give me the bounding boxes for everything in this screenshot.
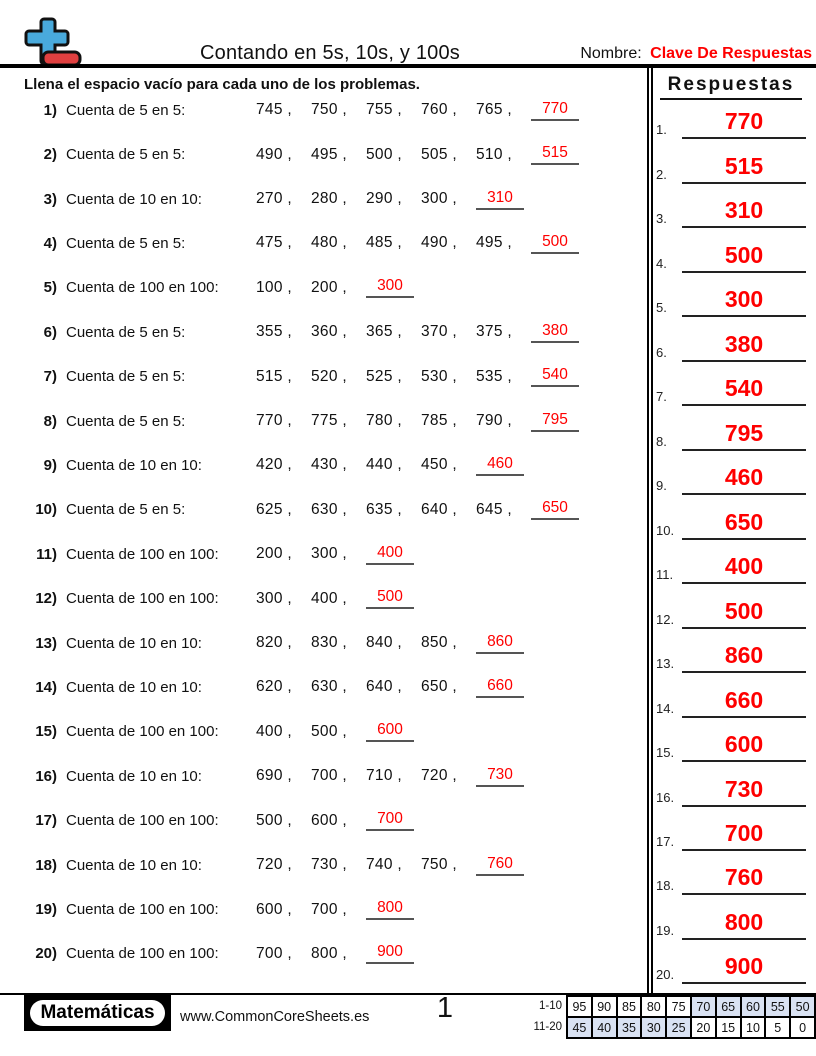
- answer-line: [682, 330, 806, 362]
- answer-line: [682, 110, 806, 139]
- sequence-value: 645 ,: [476, 500, 512, 518]
- answer-value: 800: [724, 908, 764, 935]
- problem-number: 20): [35, 945, 57, 963]
- sequence-value: 400 ,: [256, 722, 292, 740]
- sequence-value: 710 ,: [366, 767, 402, 785]
- score-cell: 0: [790, 1017, 815, 1038]
- sequence-value: 730 ,: [311, 856, 347, 874]
- score-cell: 75: [666, 996, 691, 1017]
- problem-number: 5): [43, 279, 57, 297]
- problem-number: 6): [43, 323, 57, 341]
- problem-number: 4): [43, 234, 57, 252]
- problem-row: [24, 132, 646, 176]
- score-range-labels: [505, 996, 562, 1038]
- problem-label: Cuenta de 100 en 100:: [66, 279, 219, 297]
- sequence-value: 775 ,: [311, 412, 347, 430]
- answer-number: 9.: [656, 478, 667, 494]
- answer-value: 500: [724, 597, 764, 624]
- sequence-value: 355 ,: [256, 323, 292, 341]
- sequence-value: 700 ,: [311, 900, 347, 918]
- problem-answer: 700: [366, 810, 414, 831]
- answer-row: [656, 940, 806, 984]
- answer-row: [656, 451, 806, 495]
- brand-label: Matemáticas: [30, 1000, 164, 1026]
- answer-value: 860: [724, 642, 764, 669]
- score-cell: 45: [567, 1017, 592, 1038]
- answer-row: [656, 629, 806, 673]
- answer-number: 16.: [656, 789, 675, 805]
- sequence-value: 760 ,: [421, 101, 457, 119]
- answer-line: [682, 555, 806, 584]
- answer-row: [656, 228, 806, 272]
- sequence-value: 515 ,: [256, 367, 292, 385]
- answer-line: [682, 955, 806, 984]
- problem-row: [24, 354, 646, 398]
- problem-label: Cuenta de 10 en 10:: [66, 678, 202, 696]
- problem-label: Cuenta de 5 en 5:: [66, 101, 186, 119]
- score-cell: 25: [666, 1017, 691, 1038]
- sequence-value: 690 ,: [256, 767, 292, 785]
- sequence-value: 840 ,: [366, 634, 402, 652]
- problem-row: [24, 754, 646, 798]
- answer-line: [682, 733, 806, 762]
- answer-number: 19.: [656, 922, 675, 938]
- problem-answer: 515: [531, 144, 579, 165]
- problem-row: [24, 88, 646, 132]
- score-row: [567, 1017, 815, 1038]
- problem-answer: 380: [531, 322, 579, 343]
- name-row: [580, 45, 812, 63]
- problem-row: [24, 399, 646, 443]
- problem-label: Cuenta de 100 en 100:: [66, 545, 219, 563]
- sequence-value: 500 ,: [366, 145, 402, 163]
- answer-row: [656, 540, 806, 584]
- score-cell: 20: [691, 1017, 716, 1038]
- problem-row: [24, 843, 646, 887]
- problem-answer: 500: [366, 588, 414, 609]
- problem-number: 3): [43, 190, 57, 208]
- sequence-value: 820 ,: [256, 634, 292, 652]
- problem-label: Cuenta de 5 en 5:: [66, 234, 186, 252]
- problem-answer: 760: [476, 855, 524, 876]
- sequence-value: 495 ,: [311, 145, 347, 163]
- score-cell: 60: [741, 996, 766, 1017]
- answer-number: 12.: [656, 611, 675, 627]
- answer-line: [682, 199, 806, 228]
- sequence-value: 100 ,: [256, 278, 292, 296]
- score-cell: 55: [765, 996, 790, 1017]
- problem-answer: 650: [531, 499, 579, 520]
- sequence-value: 440 ,: [366, 456, 402, 474]
- brand-badge: [24, 995, 171, 1031]
- answer-line: [682, 241, 806, 273]
- answer-number: 6.: [656, 344, 667, 360]
- sequence-value: 360 ,: [311, 323, 347, 341]
- answer-value: 770: [724, 108, 764, 135]
- problem-answer: 310: [476, 189, 524, 210]
- sequence-value: 740 ,: [366, 856, 402, 874]
- score-cell: 30: [641, 1017, 666, 1038]
- problem-number: 13): [35, 634, 57, 652]
- sequence-value: 510 ,: [476, 145, 512, 163]
- sequence-value: 625 ,: [256, 500, 292, 518]
- score-cell: 5: [765, 1017, 790, 1038]
- answer-line: [682, 644, 806, 673]
- sequence-value: 750 ,: [311, 101, 347, 119]
- score-cell: 50: [790, 996, 815, 1017]
- sequence-value: 300 ,: [256, 589, 292, 607]
- sequence-value: 800 ,: [311, 944, 347, 962]
- answer-line: [682, 466, 806, 495]
- sequence-value: 375 ,: [476, 323, 512, 341]
- answer-row: [656, 895, 806, 939]
- sequence-value: 500 ,: [311, 722, 347, 740]
- problem-label: Cuenta de 5 en 5:: [66, 412, 186, 430]
- problem-answer: 860: [476, 633, 524, 654]
- problem-row: [24, 887, 646, 931]
- problem-answer: 730: [476, 766, 524, 787]
- sequence-value: 280 ,: [311, 190, 347, 208]
- sequence-value: 650 ,: [421, 678, 457, 696]
- sequence-value: 290 ,: [366, 190, 402, 208]
- problem-number: 15): [35, 723, 57, 741]
- sequence-value: 490 ,: [421, 234, 457, 252]
- problem-number: 16): [35, 767, 57, 785]
- answer-value: 600: [724, 731, 764, 758]
- problems-list: [24, 88, 646, 976]
- sequence-value: 850 ,: [421, 634, 457, 652]
- sequence-value: 720 ,: [256, 856, 292, 874]
- score-cell: 35: [617, 1017, 642, 1038]
- answer-number: 18.: [656, 878, 675, 894]
- sequence-value: 485 ,: [366, 234, 402, 252]
- sequence-value: 640 ,: [421, 500, 457, 518]
- answer-number: 8.: [656, 433, 667, 449]
- problem-label: Cuenta de 100 en 100:: [66, 590, 219, 608]
- problem-label: Cuenta de 10 en 10:: [66, 767, 202, 785]
- answer-row: [656, 673, 806, 717]
- problem-number: 7): [43, 368, 57, 386]
- answer-line: [682, 686, 806, 718]
- sequence-value: 600 ,: [311, 811, 347, 829]
- problem-label: Cuenta de 100 en 100:: [66, 945, 219, 963]
- answer-line: [682, 819, 806, 851]
- problem-row: [24, 799, 646, 843]
- problem-number: 17): [35, 812, 57, 830]
- problem-row: [24, 310, 646, 354]
- problem-row: [24, 576, 646, 620]
- sequence-value: 525 ,: [366, 367, 402, 385]
- answer-line: [682, 419, 806, 451]
- sequence-value: 635 ,: [366, 500, 402, 518]
- sequence-value: 495 ,: [476, 234, 512, 252]
- answer-line: [682, 377, 806, 406]
- answer-row: [656, 584, 806, 628]
- sequence-value: 790 ,: [476, 412, 512, 430]
- problem-answer: 400: [366, 544, 414, 565]
- problem-label: Cuenta de 10 en 10:: [66, 634, 202, 652]
- page-title: Contando en 5s, 10s, y 100s: [199, 42, 461, 64]
- answer-row: [656, 273, 806, 317]
- answer-line: [682, 288, 806, 317]
- name-label: Nombre:: [580, 45, 642, 62]
- problem-answer: 900: [366, 943, 414, 964]
- answer-value: 515: [724, 152, 764, 179]
- sequence-value: 620 ,: [256, 678, 292, 696]
- answer-value: 460: [724, 464, 764, 491]
- answer-line: [682, 597, 806, 629]
- problem-answer: 600: [366, 721, 414, 742]
- problem-row: [24, 532, 646, 576]
- answer-number: 17.: [656, 833, 675, 849]
- sequence-value: 755 ,: [366, 101, 402, 119]
- sequence-value: 830 ,: [311, 634, 347, 652]
- score-cell: 65: [716, 996, 741, 1017]
- problem-answer: 540: [531, 366, 579, 387]
- answer-row: [656, 95, 806, 139]
- answers-column-divider: [647, 68, 653, 993]
- sequence-value: 500 ,: [256, 811, 292, 829]
- problem-row: [24, 221, 646, 265]
- header-divider: [0, 64, 816, 68]
- problem-number: 9): [43, 456, 57, 474]
- sequence-value: 300 ,: [421, 190, 457, 208]
- answer-value: 730: [724, 775, 764, 802]
- score-range-label: 1-10: [538, 1000, 562, 1012]
- answer-row: [656, 718, 806, 762]
- sequence-value: 200 ,: [256, 545, 292, 563]
- problem-row: [24, 621, 646, 665]
- name-value: Clave De Respuestas: [650, 45, 812, 62]
- problem-number: 1): [43, 101, 57, 119]
- answer-number: 13.: [656, 656, 675, 672]
- problem-answer: 660: [476, 677, 524, 698]
- answer-row: [656, 762, 806, 806]
- answer-line: [682, 866, 806, 895]
- score-range-label: 11-20: [533, 1020, 562, 1033]
- problem-number: 11): [36, 545, 57, 563]
- sequence-value: 430 ,: [311, 456, 347, 474]
- answer-number: 2.: [656, 166, 667, 182]
- answer-row: [656, 139, 806, 183]
- answer-number: 14.: [656, 700, 675, 716]
- answers-column-title: Respuestas: [660, 74, 802, 100]
- score-row: [567, 996, 815, 1017]
- score-cell: 80: [641, 996, 666, 1017]
- answer-row: [656, 495, 806, 539]
- sequence-value: 535 ,: [476, 367, 512, 385]
- answer-number: 10.: [656, 522, 675, 538]
- score-cell: 15: [716, 1017, 741, 1038]
- sequence-value: 475 ,: [256, 234, 292, 252]
- problem-row: [24, 710, 646, 754]
- problem-number: 14): [35, 678, 57, 696]
- score-cell: 70: [691, 996, 716, 1017]
- answer-number: 11.: [656, 567, 674, 583]
- answer-row: [656, 362, 806, 406]
- score-cell: 40: [592, 1017, 617, 1038]
- answer-value: 310: [724, 197, 764, 224]
- sequence-value: 505 ,: [421, 145, 457, 163]
- answer-row: [656, 851, 806, 895]
- sequence-value: 530 ,: [421, 367, 457, 385]
- sequence-value: 770 ,: [256, 412, 292, 430]
- sequence-value: 640 ,: [366, 678, 402, 696]
- instructions-text: Llena el espacio vacío para cada uno de los problemas.: [24, 76, 420, 93]
- score-cell: 10: [741, 1017, 766, 1038]
- sequence-value: 365 ,: [366, 323, 402, 341]
- sequence-value: 490 ,: [256, 145, 292, 163]
- page-number: 1: [436, 992, 454, 1024]
- problem-label: Cuenta de 5 en 5:: [66, 146, 186, 164]
- problem-answer: 500: [531, 233, 579, 254]
- answer-value: 795: [724, 419, 764, 446]
- sequence-value: 400 ,: [311, 589, 347, 607]
- answer-line: [682, 775, 806, 807]
- sequence-value: 630 ,: [311, 500, 347, 518]
- answer-line: [682, 152, 806, 184]
- answer-value: 760: [724, 864, 764, 891]
- answer-value: 300: [724, 286, 764, 313]
- answer-value: 400: [724, 553, 764, 580]
- website-link: www.CommonCoreSheets.es: [180, 1009, 370, 1025]
- problem-answer: 460: [476, 455, 524, 476]
- problem-answer: 300: [366, 277, 414, 298]
- answer-value: 650: [724, 508, 764, 535]
- sequence-value: 370 ,: [421, 323, 457, 341]
- plus-minus-logo-icon: [24, 17, 84, 67]
- answer-row: [656, 317, 806, 361]
- sequence-value: 520 ,: [311, 367, 347, 385]
- problem-answer: 800: [366, 899, 414, 920]
- sequence-value: 270 ,: [256, 190, 292, 208]
- sequence-value: 630 ,: [311, 678, 347, 696]
- problem-label: Cuenta de 100 en 100:: [66, 723, 219, 741]
- problem-label: Cuenta de 5 en 5:: [66, 501, 186, 519]
- sequence-value: 745 ,: [256, 101, 292, 119]
- answer-number: 15.: [656, 745, 675, 761]
- answer-number: 20.: [656, 967, 675, 983]
- answer-value: 660: [724, 686, 764, 713]
- problem-row: [24, 488, 646, 532]
- sequence-value: 700 ,: [311, 767, 347, 785]
- problem-number: 8): [43, 412, 57, 430]
- answer-key-list: [656, 95, 806, 984]
- sequence-value: 765 ,: [476, 101, 512, 119]
- score-cell: 90: [592, 996, 617, 1017]
- answer-value: 540: [724, 375, 764, 402]
- problem-row: [24, 177, 646, 221]
- problem-answer: 795: [531, 411, 579, 432]
- problem-row: [24, 266, 646, 310]
- sequence-value: 450 ,: [421, 456, 457, 474]
- problem-number: 19): [35, 901, 57, 919]
- problem-row: [24, 443, 646, 487]
- answer-value: 380: [724, 330, 764, 357]
- problem-number: 10): [35, 501, 57, 519]
- problem-number: 18): [35, 856, 57, 874]
- answer-row: [656, 406, 806, 450]
- answer-line: [682, 908, 806, 940]
- problem-label: Cuenta de 100 en 100:: [66, 901, 219, 919]
- answer-number: 7.: [656, 389, 667, 405]
- grading-scale-table: [566, 995, 816, 1039]
- problem-label: Cuenta de 10 en 10:: [66, 456, 202, 474]
- sequence-value: 780 ,: [366, 412, 402, 430]
- sequence-value: 600 ,: [256, 900, 292, 918]
- answer-line: [682, 508, 806, 540]
- sequence-value: 750 ,: [421, 856, 457, 874]
- answer-number: 4.: [656, 255, 667, 271]
- problem-label: Cuenta de 100 en 100:: [66, 812, 219, 830]
- answer-value: 700: [724, 819, 764, 846]
- answer-number: 5.: [656, 300, 667, 316]
- score-cell: 95: [567, 996, 592, 1017]
- sequence-value: 420 ,: [256, 456, 292, 474]
- problem-row: [24, 665, 646, 709]
- problem-row: [24, 932, 646, 976]
- sequence-value: 480 ,: [311, 234, 347, 252]
- answer-number: 1.: [656, 122, 667, 138]
- problem-label: Cuenta de 5 en 5:: [66, 323, 186, 341]
- score-cell: 85: [617, 996, 642, 1017]
- answer-value: 900: [724, 953, 764, 980]
- sequence-value: 720 ,: [421, 767, 457, 785]
- sequence-value: 300 ,: [311, 545, 347, 563]
- problem-label: Cuenta de 5 en 5:: [66, 368, 186, 386]
- problem-label: Cuenta de 10 en 10:: [66, 190, 202, 208]
- problem-answer: 770: [531, 100, 579, 121]
- answer-row: [656, 184, 806, 228]
- problem-label: Cuenta de 10 en 10:: [66, 856, 202, 874]
- sequence-value: 200 ,: [311, 278, 347, 296]
- problem-number: 12): [35, 590, 57, 608]
- sequence-value: 700 ,: [256, 944, 292, 962]
- answer-number: 3.: [656, 211, 667, 227]
- answer-row: [656, 807, 806, 851]
- answer-value: 500: [724, 241, 764, 268]
- problem-number: 2): [43, 146, 57, 164]
- sequence-value: 785 ,: [421, 412, 457, 430]
